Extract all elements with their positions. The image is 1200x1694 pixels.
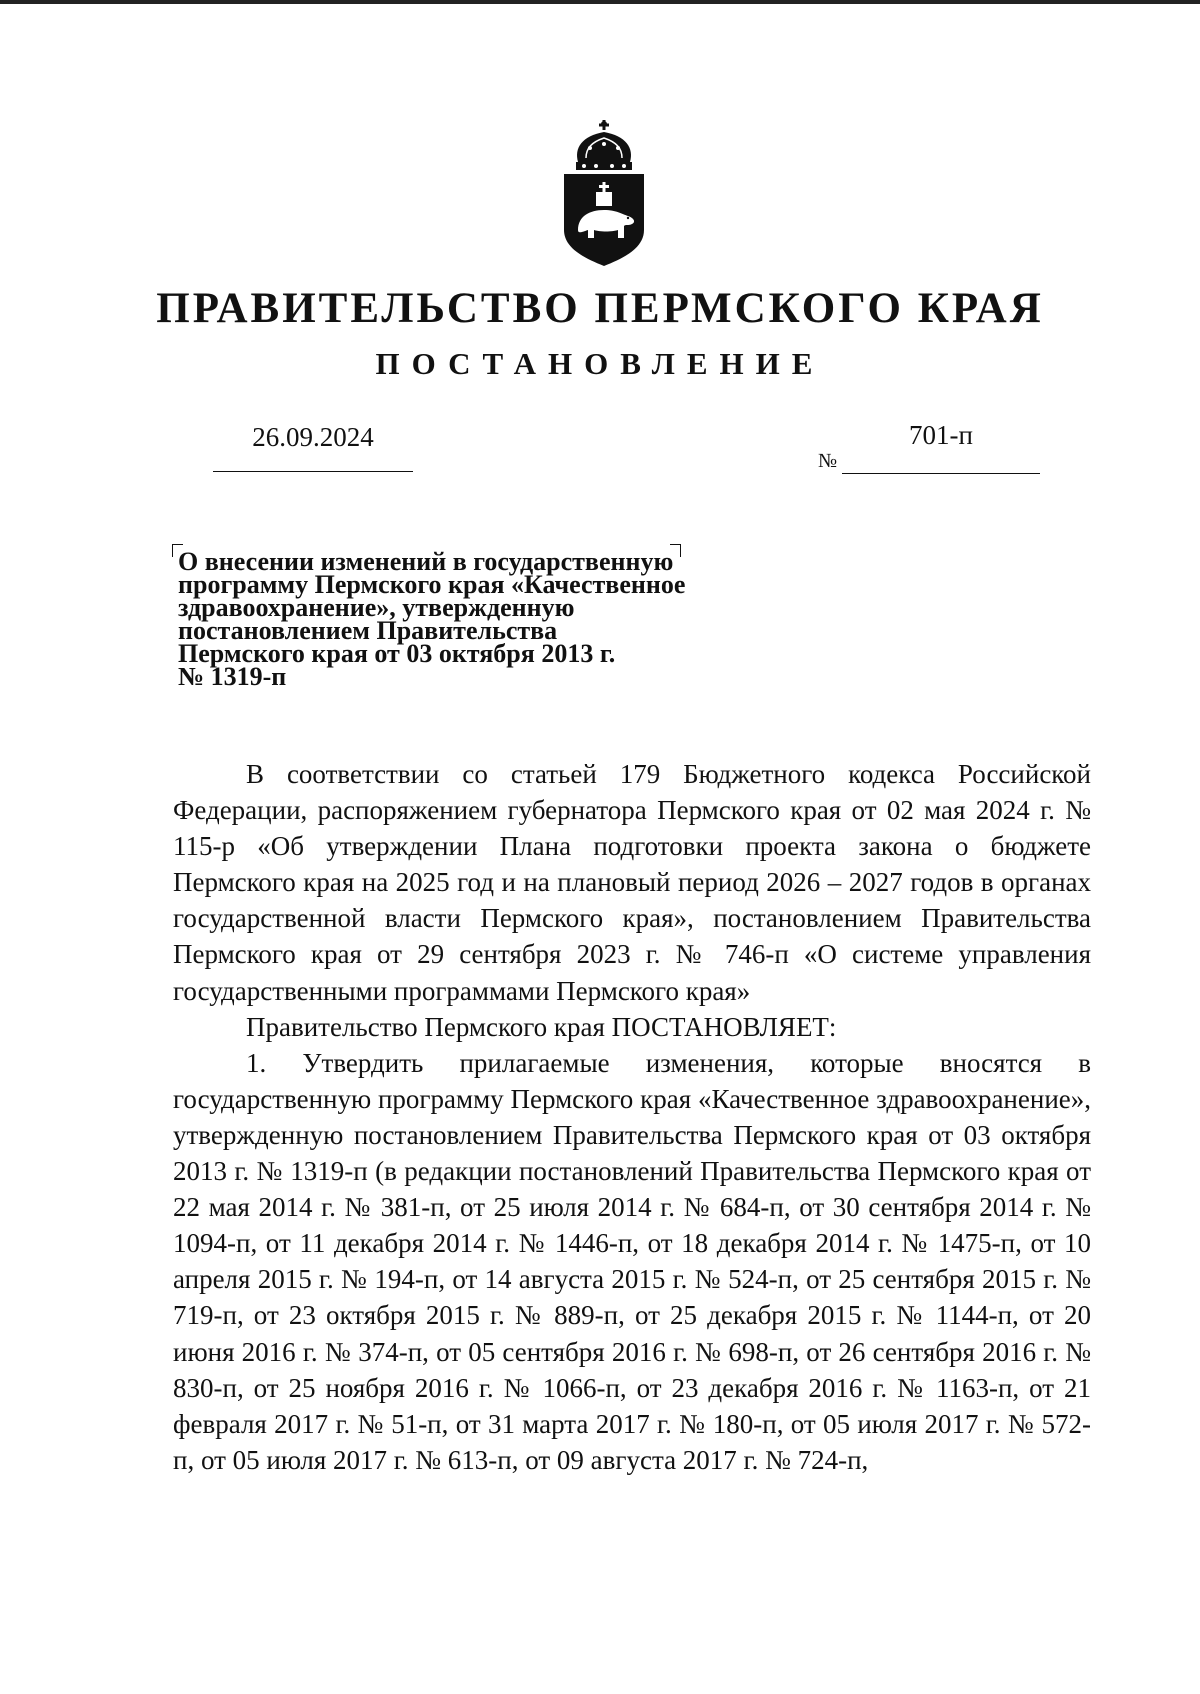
document-type: ПОСТАНОВЛЕНИЕ [375,346,825,381]
document-date: 26.09.2024 [213,422,413,472]
document-subject: О внесении изменений в государственную программу Пермского края «Качественное здравоохранение», утвержденную постановлением Правительства Пермского края от 03 октября 2013 г. № 1319-п [178,547,686,691]
decree-paragraph: Правительство Пермского края ПОСТАНОВЛЯЕТ: [246,1011,837,1042]
document-number: 701-п [842,420,1040,474]
organization-title: ПРАВИТЕЛЬСТВО ПЕРМСКОГО КРАЯ [156,285,1044,332]
page-top-edge [0,0,1200,4]
preamble-paragraph: В соответствии со статьей 179 Бюджетного кодекса Российской Федерации, распоряжением губернатора Пермского края от 02 мая 2024 г. № 115-р «Об утверждении Плана подготовки проекта закона о бюджете Пермского края на 2025 год и на плановый период 2026 – 2027 годов в органах государственной власти Пермского края», постановлением Правительства Пермского края от 29 сентября 2023 г. № 746-п «О системе управления государственными программами Пермского края» [173,759,1091,1006]
document-body [173,756,1091,1478]
perm-krai-coat-of-arms-icon [556,118,652,268]
item-1-paragraph: 1. Утвердить прилагаемые изменения, которые вносятся в государственную программу Пермского края «Качественное здравоохранение», утвержденную постановлением Правительства Пермского края от 03 октября 2013 г. № 1319-п (в редакции постановлений Правительства Пермского края от 22 мая 2014 г. № 381-п, от 25 июля 2014 г. № 684-п, от 30 сентября 2014 г. № 1094-п, от 11 декабря 2014 г. № 1446-п, от 18 декабря 2014 г. № 1475-п, от 10 апреля 2015 г. № 194-п, от 14 августа 2015 г. № 524-п, от 25 сентября 2015 г. № 719-п, от 23 октября 2015 г. № 889-п, от 25 декабря 2015 г. № 1144-п, от 20 июня 2016 г. № 374-п, от 05 сентября 2016 г. № 698-п, от 26 сентября 2016 г. № 830-п, от 25 ноября 2016 г. № 1066-п, от 23 декабря 2016 г. № 1163-п, от 21 февраля 2017 г. № 51-п, от 31 марта 2017 г. № 180-п, от 05 июля 2017 г. № 572-п, от 05 июля 2017 г. № 613-п, от 09 августа 2017 г. № 724-п, [173,1047,1091,1475]
number-label: № [818,450,838,472]
